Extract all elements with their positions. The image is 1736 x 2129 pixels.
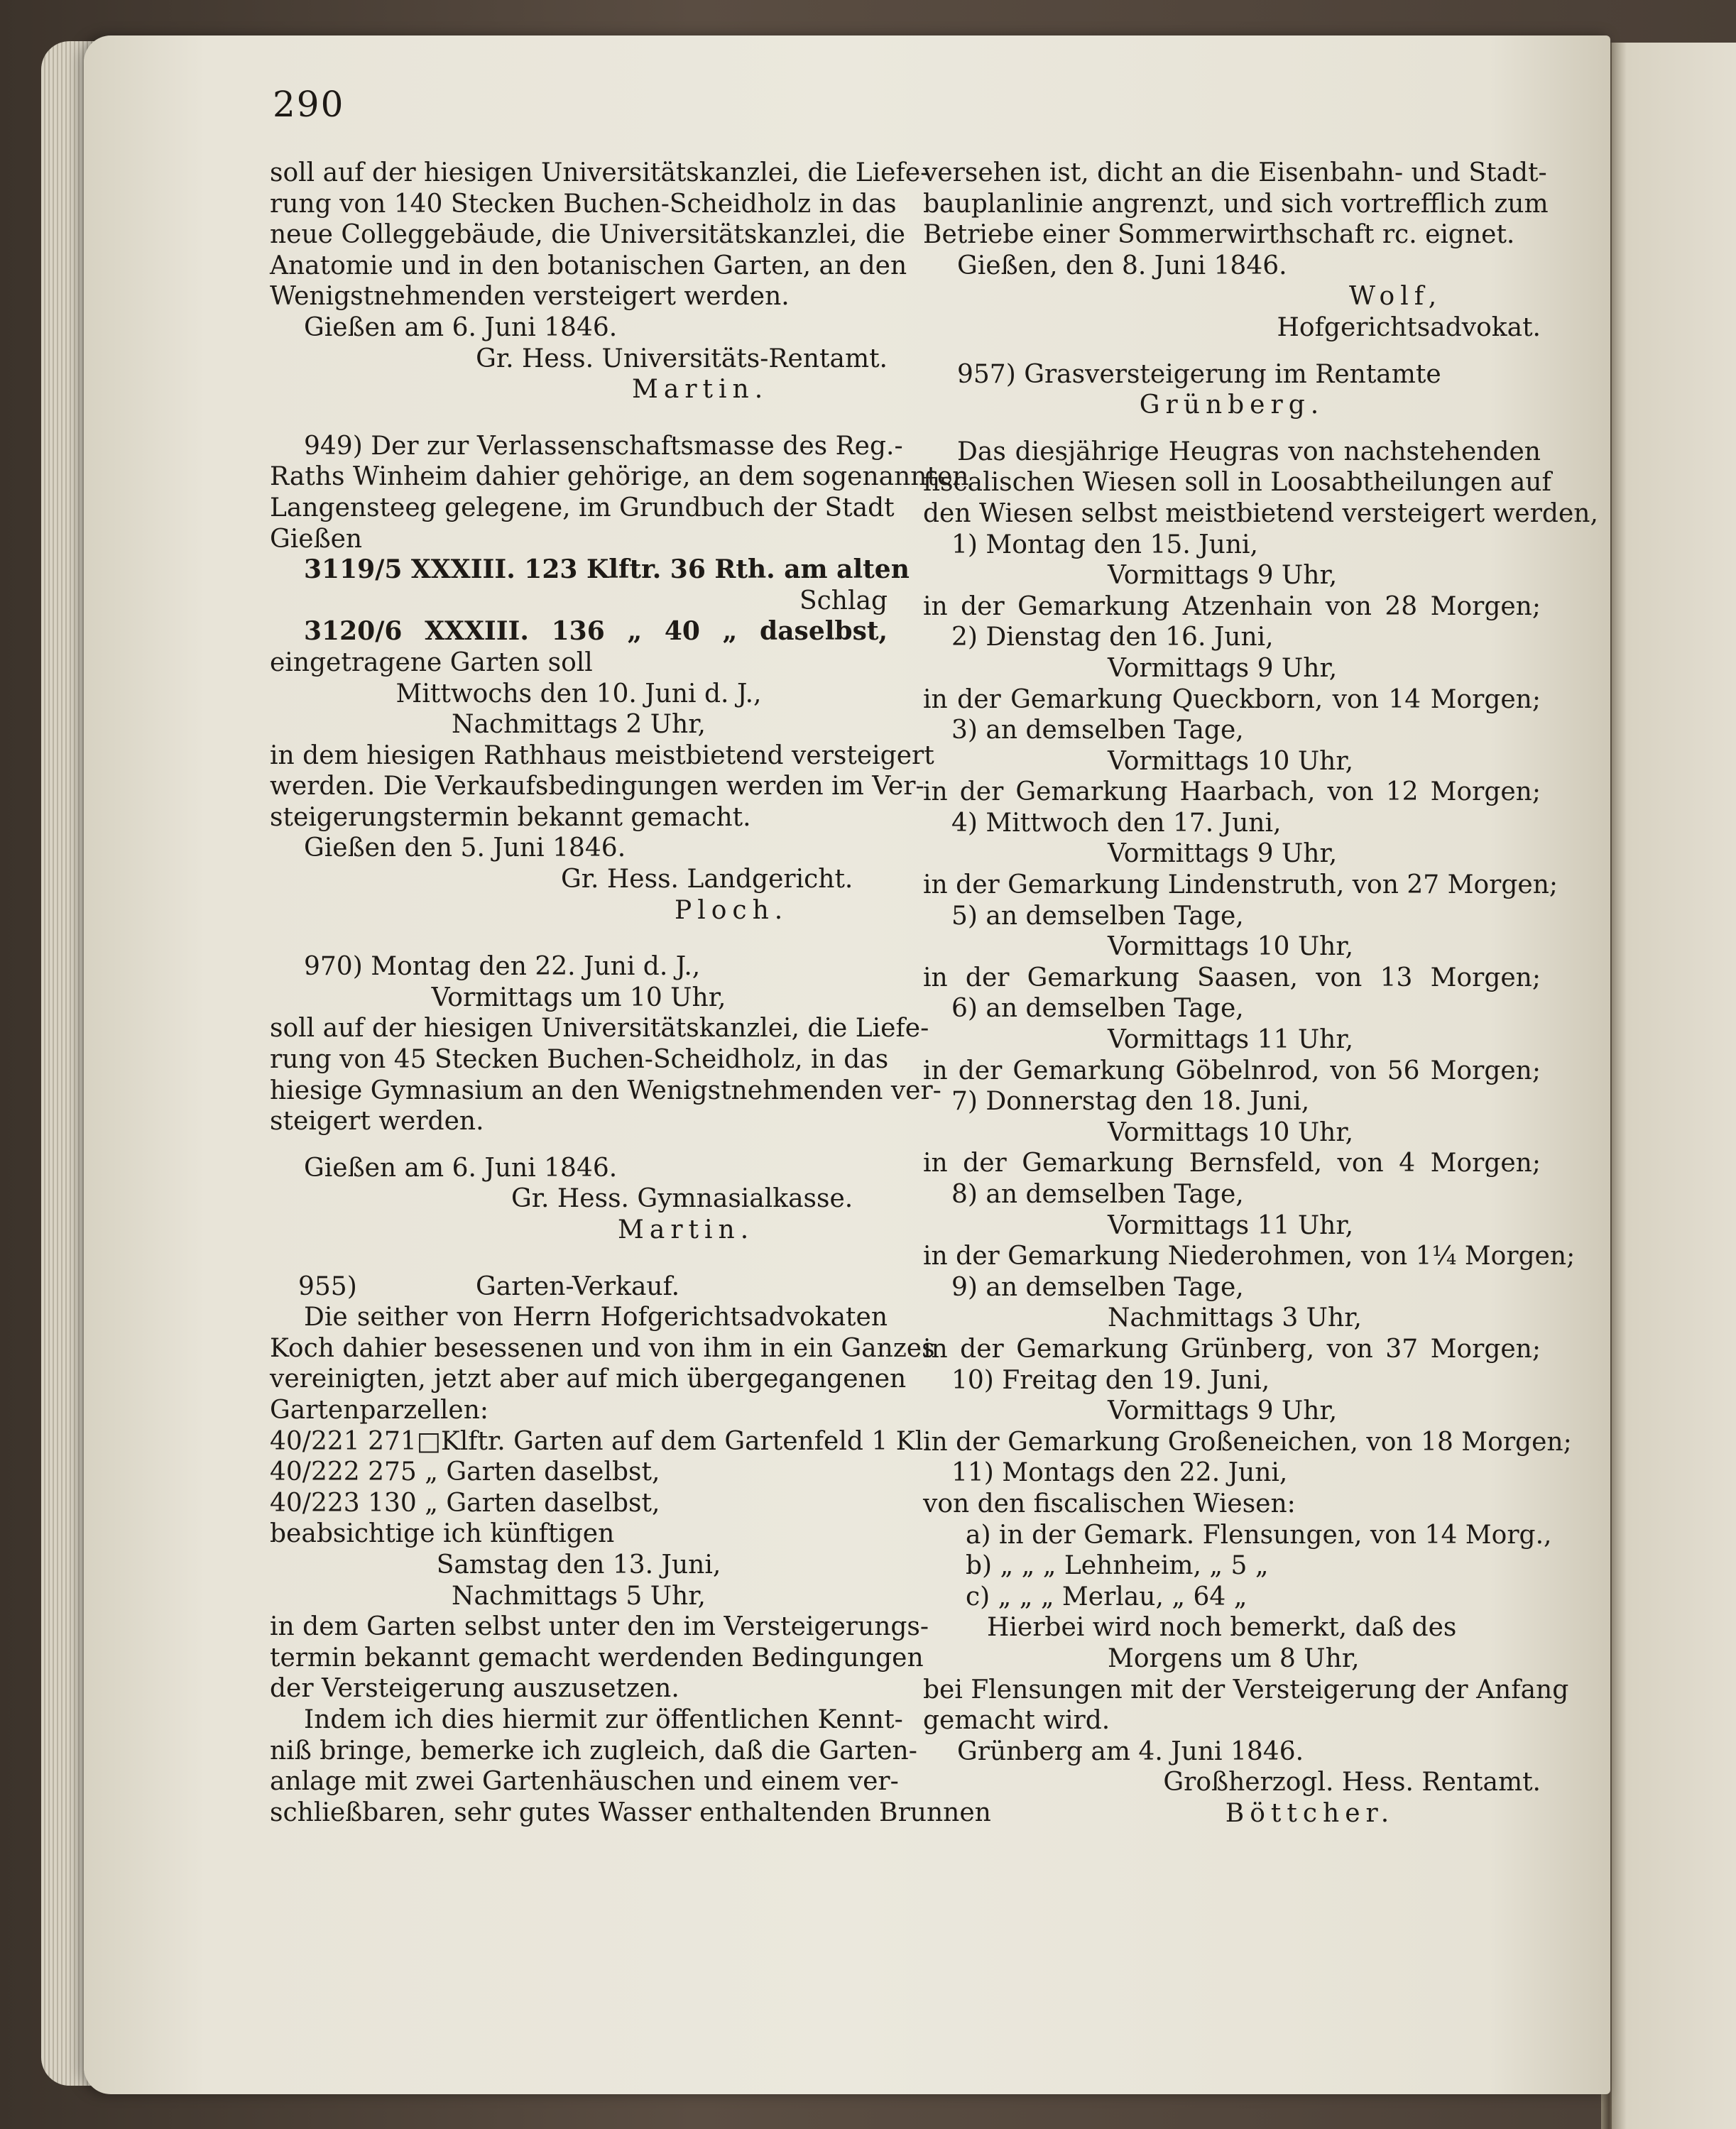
notice-date: Gießen, den 8. Juni 1846. [957, 251, 1287, 280]
schedule-line: in der Gemarkung Großeneichen, von 18 Morgen; [923, 1427, 1572, 1457]
notice-955-line: niß bringe, bemerke ich zugleich, daß die Garten- [270, 1736, 917, 1766]
notice-957-line: Das diesjährige Heugras von nachstehenden [957, 437, 1541, 466]
schedule-line: in der Gemarkung Haarbach, von 12 Morgen; [923, 777, 1541, 807]
notice-955-line: Gartenparzellen: [270, 1395, 489, 1425]
notice-955-line: Koch dahier besessenen und von ihm in ein Ganzes [270, 1333, 935, 1363]
notice-955-line: anlage mit zwei Gartenhäuschen und einem ver- [270, 1767, 899, 1797]
notice-949-line: werden. Die Verkaufsbedingungen werden im Ver- [270, 772, 924, 801]
schedule-line: b) „ „ „ Lehnheim, „ 5 „ [966, 1551, 1269, 1581]
page-number: 290 [273, 84, 345, 125]
notice-date: Gießen am 6. Juni 1846. [304, 312, 618, 342]
notice-957-heading: 957) Grasversteigerung im Rentamte [957, 359, 1441, 389]
auction-time: Nachmittags 2 Uhr, [452, 710, 706, 740]
notice-date: Gießen den 5. Juni 1846. [304, 833, 626, 863]
notice-number: 955) [298, 1271, 357, 1301]
notice-date: Gießen am 6. Juni 1846. [304, 1153, 618, 1183]
notice-955-line: in dem Garten selbst unter den im Versteigerungs- [270, 1612, 929, 1642]
schedule-line: in der Gemarkung Bernsfeld, von 4 Morgen; [923, 1149, 1541, 1178]
schedule-line: Vormittags 11 Uhr, [1108, 1025, 1354, 1055]
notice-signature: Böttcher. [1225, 1798, 1395, 1828]
schedule-line: Vormittags 9 Uhr, [1108, 839, 1338, 869]
auction-schedule [923, 530, 1576, 1736]
land-register-entry: 3119/5 XXXIII. 123 Klftr. 36 Rth. am alten [304, 554, 910, 585]
schedule-line: in der Gemarkung Lindenstruth, von 27 Morgen; [923, 870, 1558, 900]
schedule-line: Vormittags 11 Uhr, [1108, 1210, 1354, 1240]
notice-955-line: termin bekannt gemacht werdenden Bedingungen [270, 1643, 924, 1673]
notice-949-line: eingetragene Garten soll [270, 647, 593, 677]
notice-955-heading [270, 1271, 888, 1303]
garden-parcel: 40/222 275 „ Garten daselbst, [270, 1457, 660, 1487]
schedule-line: in der Gemarkung Niederohmen, von 1¼ Morgen; [923, 1242, 1576, 1271]
notice-office: Großherzogl. Hess. Rentamt. [1163, 1768, 1541, 1797]
text-line: soll auf der hiesigen Universitätskanzlei, die Liefe- [270, 158, 929, 187]
text-line: bauplanlinie angrenzt, und sich vortrefflich zum [923, 189, 1549, 219]
schedule-line: 3) an demselben Tage, [951, 716, 1244, 745]
schedule-line: in der Gemarkung Queckborn, von 14 Morgen; [923, 684, 1541, 714]
schedule-line: Vormittags 9 Uhr, [1108, 561, 1338, 591]
notice-office: Gr. Hess. Universitäts-Rentamt. [476, 344, 888, 373]
notice-949-line: Raths Winheim dahier gehörige, an dem sogenannten [270, 462, 969, 492]
schedule-line: Vormittags 10 Uhr, [1108, 1117, 1354, 1147]
notice-955-line: beabsichtige ich künftigen [270, 1519, 615, 1549]
schedule-line: Vormittags 10 Uhr, [1108, 932, 1354, 962]
notice-signature: Wolf, [1349, 282, 1443, 312]
facing-page [1612, 43, 1736, 2129]
notice-970-line: soll auf der hiesigen Universitätskanzlei, die Liefe- [270, 1014, 929, 1044]
notice-date: Grünberg am 4. Juni 1846. [957, 1736, 1304, 1766]
schedule-line: Morgens um 8 Uhr, [1108, 1643, 1360, 1673]
schedule-line: Hierbei wird noch bemerkt, daß des [987, 1613, 1457, 1643]
schedule-line: 10) Freitag den 19. Juni, [951, 1365, 1270, 1395]
notice-955-line: schließbaren, sehr gutes Wasser enthaltenden Brunnen [270, 1797, 991, 1827]
schedule-line: 1) Montag den 15. Juni, [951, 530, 1258, 559]
notice-970-line: rung von 45 Stecken Buchen-Scheidholz, in das [270, 1045, 889, 1075]
schedule-line: 11) Montags den 22. Juni, [951, 1458, 1288, 1488]
text-line: Wenigstnehmenden versteigert werden. [270, 282, 790, 312]
schedule-line: a) in der Gemark. Flensungen, von 14 Morg., [966, 1520, 1552, 1550]
text-line: neue Colleggebäude, die Universitätskanzlei, die [270, 220, 905, 250]
auction-time: Nachmittags 5 Uhr, [452, 1581, 706, 1611]
notice-970-line: hiesige Gymnasium an den Wenigstnehmenden ver- [270, 1076, 941, 1105]
schedule-line: 8) an demselben Tage, [951, 1180, 1244, 1209]
schedule-line: 7) Donnerstag den 18. Juni, [951, 1087, 1310, 1117]
notice-957-place: Grünberg. [1139, 390, 1325, 420]
notice-949-line: in dem hiesigen Rathhaus meistbietend versteigert [270, 740, 934, 770]
notice-signer-title: Hofgerichtsadvokat. [1277, 312, 1541, 342]
notice-office: Gr. Hess. Landgericht. [561, 865, 853, 894]
notice-955-line: der Versteigerung auszusetzen. [270, 1674, 679, 1704]
text-line: Betriebe einer Sommerwirthschaft rc. eignet. [923, 220, 1515, 250]
notice-955-line: vereinigten, jetzt aber auf mich übergegangenen [270, 1364, 907, 1394]
land-register-entry: Schlag [799, 586, 888, 615]
auction-time: Vormittags um 10 Uhr, [431, 983, 726, 1012]
notice-949-line: 949) Der zur Verlassenschaftsmasse des Reg.- [304, 431, 903, 461]
notice-949-line: steigerungstermin bekannt gemacht. [270, 802, 751, 832]
text-line: Anatomie und in den botanischen Garten, an den [270, 251, 907, 280]
schedule-line: 5) an demselben Tage, [951, 901, 1244, 931]
notice-title: Garten-Verkauf. [476, 1271, 680, 1301]
notice-office: Gr. Hess. Gymnasialkasse. [511, 1184, 853, 1214]
schedule-line: von den fiscalischen Wiesen: [923, 1489, 1296, 1518]
auction-date: Mittwochs den 10. Juni d. J., [395, 679, 762, 708]
right-column [923, 158, 1598, 1829]
land-register-entry: 3120/6 XXXIII. 136 „ 40 „ daselbst, [304, 616, 888, 647]
text-line: rung von 140 Stecken Buchen-Scheidholz in das [270, 189, 897, 219]
notice-949-line: Langensteeg gelegene, im Grundbuch der Stadt [270, 493, 895, 522]
schedule-line: Vormittags 9 Uhr, [1108, 1396, 1338, 1426]
left-column [270, 158, 991, 1828]
schedule-line: 2) Dienstag den 16. Juni, [951, 623, 1274, 652]
schedule-line: 6) an demselben Tage, [951, 994, 1244, 1024]
notice-signature: Martin. [618, 1215, 755, 1244]
schedule-line: in der Gemarkung Saasen, von 13 Morgen; [923, 963, 1541, 992]
schedule-line: in der Gemarkung Atzenhain von 28 Morgen; [923, 591, 1541, 621]
schedule-line: 9) an demselben Tage, [951, 1272, 1244, 1302]
notice-955-line: Indem ich dies hiermit zur öffentlichen Kennt- [304, 1704, 903, 1734]
auction-date: Samstag den 13. Juni, [436, 1550, 721, 1580]
notice-signature: Ploch. [675, 895, 789, 925]
notice-955-line: Die seither von Herrn Hofgerichtsadvokaten [304, 1303, 888, 1332]
schedule-line: Nachmittags 3 Uhr, [1108, 1303, 1362, 1333]
schedule-line: in der Gemarkung Göbelnrod, von 56 Morgen; [923, 1056, 1541, 1085]
garden-parcel: 40/223 130 „ Garten daselbst, [270, 1488, 660, 1518]
notice-970-line: 970) Montag den 22. Juni d. J., [304, 952, 701, 982]
schedule-line: 4) Mittwoch den 17. Juni, [951, 808, 1282, 838]
notice-signature: Martin. [632, 375, 769, 405]
schedule-line: bei Flensungen mit der Versteigerung der Anfang [923, 1675, 1569, 1704]
schedule-line: c) „ „ „ Merlau, „ 64 „ [966, 1582, 1248, 1611]
schedule-line: Vormittags 10 Uhr, [1108, 746, 1354, 776]
schedule-line: Vormittags 9 Uhr, [1108, 653, 1338, 683]
notice-970-line: steigert werden. [270, 1107, 484, 1137]
notice-957-line: den Wiesen selbst meistbietend versteigert werden, [923, 498, 1598, 528]
garden-parcel: 40/221 271□Klftr. Garten auf dem Gartenfeld 1 Kl. [270, 1426, 932, 1456]
notice-957-line: fiscalischen Wiesen soll in Loosabtheilungen auf [923, 468, 1551, 498]
schedule-line: gemacht wird. [923, 1706, 1110, 1736]
schedule-line: in der Gemarkung Grünberg, von 37 Morgen; [923, 1334, 1541, 1364]
text-line: versehen ist, dicht an die Eisenbahn- und Stadt- [923, 158, 1547, 187]
notice-949-line: Gießen [270, 524, 363, 554]
